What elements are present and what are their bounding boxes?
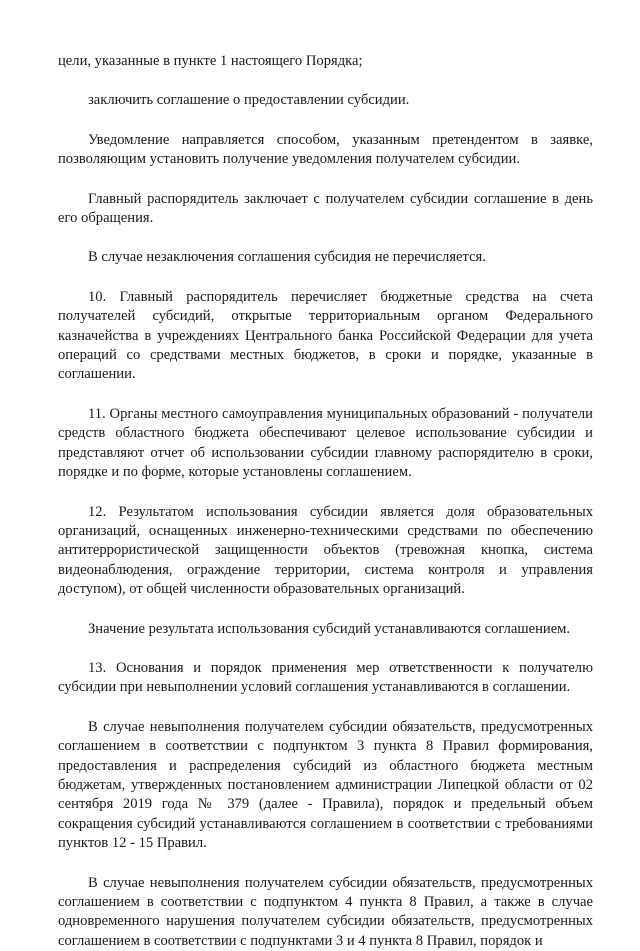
paragraph-clause-10: 10. Главный распорядитель перечисляет бюджетные средства на счета получателей субсидий, открытые территориальным органом Федерального казначейства в учреждениях Центрального банка Российской Федерации для учета операций со средствами местных бюджетов, в сроки и порядке, указанные в соглашении.	[58, 288, 593, 383]
paragraph-reduction-rules: В случае невыполнения получателем субсидии обязательств, предусмотренных соглашением в соответствии с подпунктом 3 пункта 8 Правил формирования, предоставления и распределения субсидий из областного бюджета местным бюджетам, утвержденных постановлением администрации Липецкой области от 02 сентября 2019 года № 379 (далее - Правила), порядок и предельный объем сокращения субсидий устанавливаются соглашением в соответствии с требованиями пунктов 12 - 15 Правил.	[58, 718, 593, 852]
paragraph-violation-continuation: В случае невыполнения получателем субсидии обязательств, предусмотренных соглашением в соответствии с подпунктом 4 пункта 8 Правил, а также в случае одновременного нарушения получателем субсидии обязательств, предусмотренных соглашением в соответствии с подпунктами 3 и 4 пункта 8 Правил, порядок и	[58, 874, 593, 949]
paragraph-agreement-date: Главный распорядитель заключает с получателем субсидии соглашение в день его обращения.	[58, 190, 593, 227]
paragraph-notification: Уведомление направляется способом, указанным претендентом в заявке, позволяющим установить получение уведомления получателем субсидии.	[58, 131, 593, 168]
paragraph-clause-13: 13. Основания и порядок применения мер ответственности к получателю субсидии при невыполнении условий соглашения устанавливаются в соглашении.	[58, 659, 593, 696]
paragraph-conclude-agreement: заключить соглашение о предоставлении субсидии.	[88, 92, 410, 109]
paragraph-purpose-continuation: цели, указанные в пункте 1 настоящего Порядка;	[58, 53, 363, 69]
paragraph-clause-11: 11. Органы местного самоуправления муниципальных образований - получатели средств областного бюджета обеспечивают целевое использование субсидии и представляют отчет об использовании субсидии главному распорядителю в сроки, порядке и по форме, которые установлены соглашением.	[58, 405, 593, 481]
paragraph-clause-12: 12. Результатом использования субсидии является доля образовательных организаций, оснащенных инженерно-техническими средствами по обеспечению антитеррористической защищенности объектов (тревожная кнопка, система видеонаблюдения, ограждение территории, система контроля и управления доступом), от общей численности образовательных организаций.	[58, 503, 593, 598]
paragraph-no-agreement: В случае незаключения соглашения субсидия не перечисляется.	[88, 249, 486, 266]
paragraph-result-value: Значение результата использования субсидий устанавливаются соглашением.	[88, 620, 571, 637]
